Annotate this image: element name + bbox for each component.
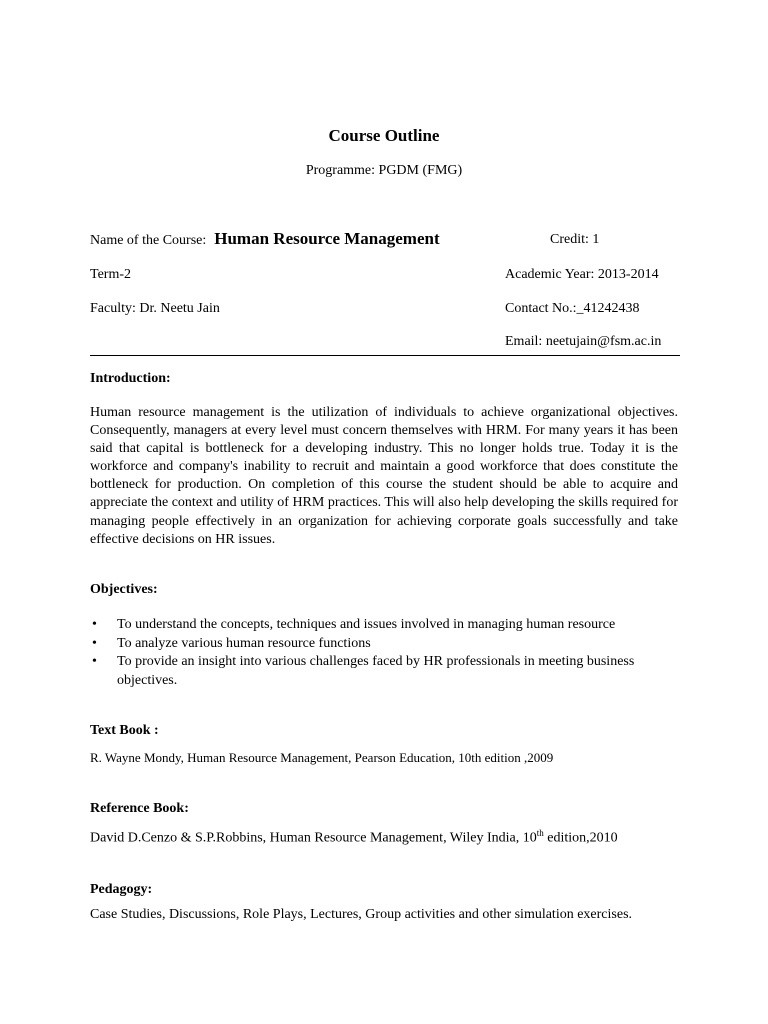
email-address: Email: neetujain@fsm.ac.in	[505, 334, 662, 349]
bullet-icon: •	[92, 635, 97, 651]
bullet-icon: •	[92, 654, 97, 669]
term-row	[90, 267, 678, 283]
objectives-heading: Objectives:	[90, 582, 158, 597]
reference-book-heading: Reference Book:	[90, 801, 189, 816]
text-book-heading: Text Book :	[90, 723, 159, 738]
objectives-list	[90, 616, 678, 690]
objective-text: To understand the concepts, techniques and issues involved in managing human resource	[117, 617, 616, 632]
edition-superscript: th	[536, 828, 544, 838]
pedagogy-text: Case Studies, Discussions, Role Plays, Lectures, Group activities and other simulation exercises.	[90, 907, 633, 922]
bullet-icon: •	[92, 617, 97, 632]
page-title: Course Outline	[328, 126, 440, 145]
list-item	[90, 635, 678, 654]
academic-year: Academic Year: 2013-2014	[505, 267, 659, 282]
credit-value: Credit: 1	[550, 232, 600, 247]
introduction-heading: Introduction:	[90, 371, 171, 386]
reference-book-edition: edition,2010	[543, 830, 618, 846]
reference-book-entry	[90, 828, 618, 847]
objective-text: To provide an insight into various challenges faced by HR professionals in meeting business objectives.	[117, 654, 635, 688]
programme-line: Programme: PGDM (FMG)	[305, 163, 463, 178]
text-book-entry: R. Wayne Mondy, Human Resource Management, Pearson Education, 10th edition ,2009	[90, 750, 554, 765]
faculty-row	[90, 301, 678, 317]
pedagogy-heading: Pedagogy:	[90, 882, 153, 897]
list-item	[90, 616, 678, 635]
course-row	[90, 229, 678, 249]
header-divider	[90, 355, 680, 356]
reference-book-text: David D.Cenzo & S.P.Robbins, Human Resource Management, Wiley India, 10	[90, 830, 537, 846]
faculty-name: Faculty: Dr. Neetu Jain	[90, 301, 220, 316]
course-name: Human Resource Management	[214, 229, 440, 248]
objective-text: To analyze various human resource functions	[117, 635, 371, 651]
term-value: Term-2	[90, 267, 132, 282]
contact-number: Contact No.:_41242438	[505, 301, 640, 316]
introduction-text: Human resource management is the utilization of individuals to achieve organizational objectives. Consequently, managers at every level must concern themselves with HRM. For many years it has been said that capital is bottleneck for a developing industry. This no longer holds true. Today it is the workforce and company's inability to recruit and maintain a good workforce that does constitute the bottleneck for production. On completion of this course the student should be able to acquire and appreciate the context and utility of HRM practices. This will also help developing the skills required for managing people effectively in an organization for achieving corporate goals successfully and take effective decisions on HR issues.	[90, 405, 678, 547]
course-label: Name of the Course:	[90, 233, 207, 248]
list-item	[90, 653, 678, 690]
course-outline-page	[90, 0, 678, 1024]
